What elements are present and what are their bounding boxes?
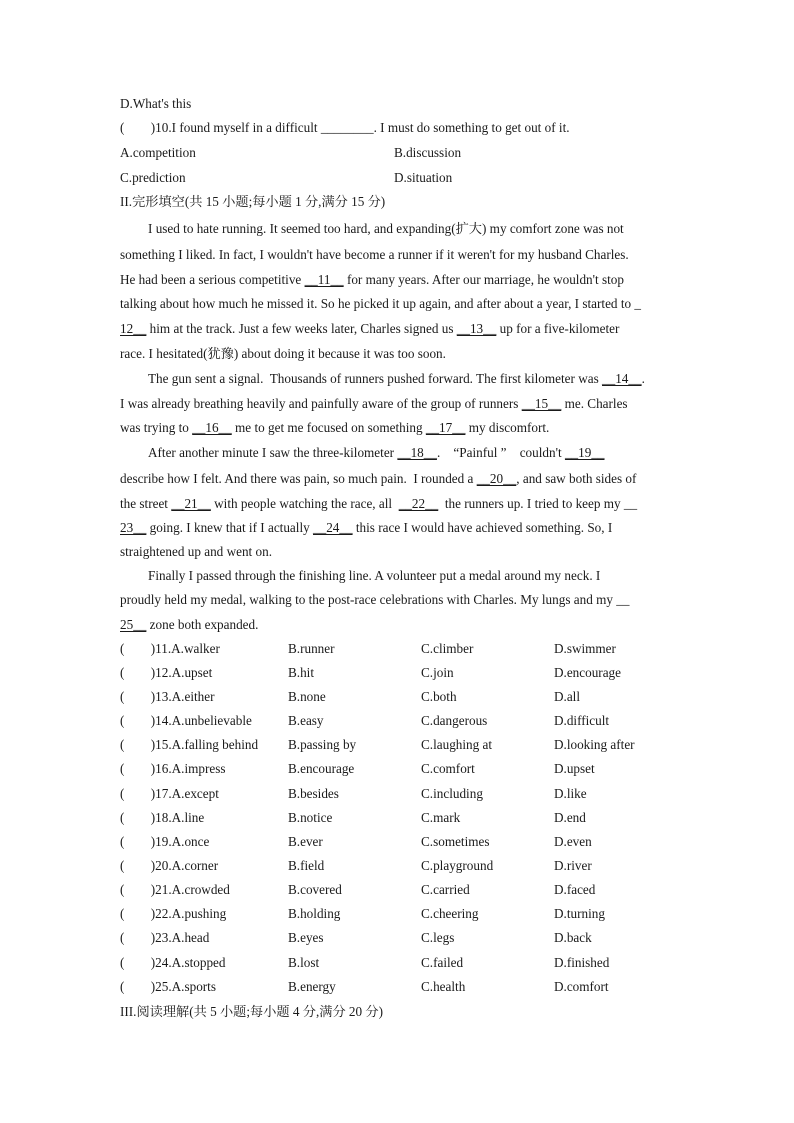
passage-line: He had been a serious competitive __11__ for many years. After our marriage, he wouldn't stop: [120, 272, 624, 287]
passage-line: race. I hesitated(犹豫) about doing it because it was too soon.: [120, 346, 446, 361]
q10-stem-prefix: ( )10.I found myself in a difficult: [120, 120, 321, 135]
passage-line: 12__ him at the track. Just a few weeks later, Charles signed us __13__ up for a five-kilometer: [120, 321, 620, 336]
question-row: ( )20.A.corner B.field C.playground D.river: [120, 858, 592, 873]
question-row: ( )12.A.upset B.hit C.join D.encourage: [120, 665, 621, 680]
question-row: ( )21.A.crowded B.covered C.carried D.faced: [120, 882, 596, 897]
question-row: ( )25.A.sports B.energy C.health D.comfort: [120, 979, 609, 994]
q10-stem: [120, 121, 570, 134]
question-row: ( )14.A.unbelievable B.easy C.dangerous D.difficult: [120, 713, 610, 728]
question-row: ( )18.A.line B.notice C.mark D.end: [120, 810, 586, 825]
blank-11: __11__: [304, 272, 344, 287]
passage-line: I was already breathing heavily and painfully aware of the group of runners __15__ me. Charles: [120, 396, 628, 411]
passage-line: 23__ going. I knew that if I actually __24__ this race I would have achieved something. So, I: [120, 520, 613, 535]
blank-15: __15__: [521, 396, 562, 411]
question-row: ( )23.A.head B.eyes C.legs D.back: [120, 930, 592, 945]
q10-stem-suffix: . I must do something to get out of it.: [373, 120, 570, 135]
blank-21: __21__: [171, 496, 211, 511]
passage-line: The gun sent a signal. Thousands of runners pushed forward. The first kilometer was __14__.: [148, 371, 645, 386]
prev-option-d: D.What's this: [120, 96, 192, 111]
passage-line: the street __21__ with people watching the race, all __22__ the runners up. I tried to keep my __: [120, 496, 638, 511]
question-row: ( )19.A.once B.ever C.sometimes D.even: [120, 834, 592, 849]
section3-heading: III.阅读理解(共 5 小题;每小题 4 分,满分 20 分): [120, 1004, 383, 1019]
passage-line: something I liked. In fact, I wouldn't have become a runner if it weren't for my husband Charles.: [120, 247, 629, 262]
q10-option-a: A.competition: [120, 145, 196, 160]
passage-line: straightened up and went on.: [120, 544, 272, 559]
section2-heading: II.完形填空(共 15 小题;每小题 1 分,满分 15 分): [120, 194, 386, 209]
blank-22: __22__: [398, 496, 439, 511]
question-row: ( )24.A.stopped B.lost C.failed D.finished: [120, 955, 610, 970]
blank-19: __19__: [564, 445, 605, 460]
passage-line: was trying to __16__ me to get me focused on something __17__ my discomfort.: [120, 420, 550, 435]
question-row: ( )16.A.impress B.encourage C.comfort D.upset: [120, 761, 595, 776]
blank-17: __17__: [425, 420, 466, 435]
q10-option-b: B.discussion: [394, 145, 462, 160]
question-row: ( )11.A.walker B.runner C.climber D.swimmer: [120, 641, 616, 656]
blank-24: __24__: [313, 520, 353, 535]
q10-blank: ________: [320, 120, 374, 135]
blank-13: __13__: [456, 321, 497, 336]
blank-18: __18__: [397, 445, 437, 460]
blank-16: __16__: [192, 420, 232, 435]
passage-line: 25__ zone both expanded.: [120, 617, 259, 632]
blank-20: __20__: [476, 471, 517, 486]
blank-25: 25__: [120, 617, 147, 632]
question-row: ( )15.A.falling behind B.passing by C.laughing at D.looking after: [120, 737, 635, 752]
passage-line: talking about how much he missed it. So he picked it up again, and after about a year, I started to _: [120, 296, 641, 311]
blank-12: 12__: [120, 321, 147, 336]
passage-line: I used to hate running. It seemed too hard, and expanding(扩大) my comfort zone was not: [148, 221, 624, 236]
passage-line: Finally I passed through the finishing line. A volunteer put a medal around my neck. I: [148, 568, 601, 583]
blank-14: __14__: [602, 371, 642, 386]
passage-line: proudly held my medal, walking to the post-race celebrations with Charles. My lungs and my __: [120, 592, 630, 607]
question-row: ( )13.A.either B.none C.both D.all: [120, 689, 581, 704]
q10-option-c: C.prediction: [120, 170, 186, 185]
q10-option-d: D.situation: [394, 170, 453, 185]
passage-line: describe how I felt. And there was pain, so much pain. I rounded a __20__, and saw both sides of: [120, 471, 637, 486]
blank-23: 23__: [120, 520, 147, 535]
question-row: ( )22.A.pushing B.holding C.cheering D.turning: [120, 906, 605, 921]
question-row: ( )17.A.except B.besides C.including D.like: [120, 786, 587, 801]
passage-line: After another minute I saw the three-kilometer __18__. “Painful ” couldn't __19__: [148, 445, 605, 460]
